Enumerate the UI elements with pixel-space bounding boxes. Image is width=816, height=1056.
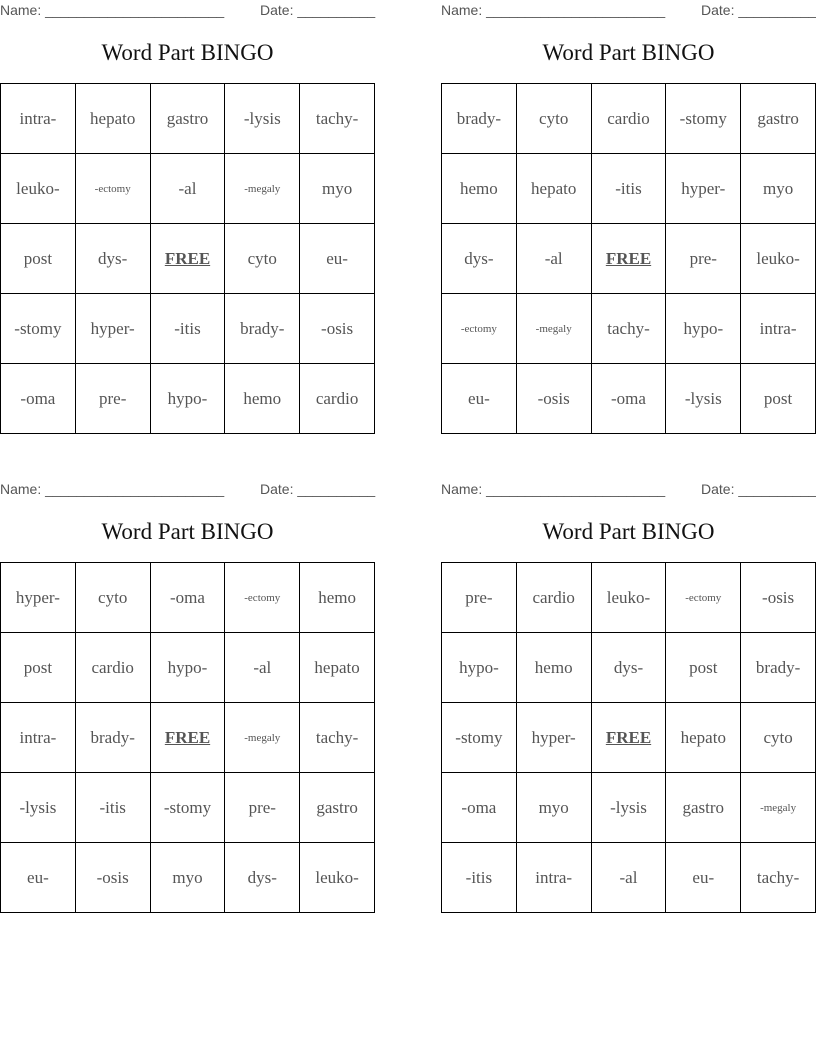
free-space-cell[interactable]: FREE xyxy=(150,224,225,294)
bingo-cell[interactable]: pre- xyxy=(442,563,517,633)
bingo-cell[interactable]: gastro xyxy=(300,773,375,843)
bingo-cell[interactable]: pre- xyxy=(666,224,741,294)
bingo-cell[interactable]: cyto xyxy=(516,84,591,154)
bingo-cell[interactable]: -itis xyxy=(75,773,150,843)
bingo-cell[interactable]: -lysis xyxy=(225,84,300,154)
bingo-cell[interactable]: tachy- xyxy=(741,843,816,913)
bingo-cell[interactable]: -itis xyxy=(442,843,517,913)
bingo-cell[interactable]: -al xyxy=(150,154,225,224)
bingo-cell[interactable]: cyto xyxy=(225,224,300,294)
bingo-cell[interactable]: intra- xyxy=(516,843,591,913)
bingo-card xyxy=(441,479,816,911)
bingo-cell[interactable]: intra- xyxy=(741,294,816,364)
bingo-cell[interactable]: post xyxy=(666,633,741,703)
bingo-cell[interactable]: eu- xyxy=(666,843,741,913)
bingo-cell[interactable]: hyper- xyxy=(516,703,591,773)
bingo-cell[interactable]: leuko- xyxy=(300,843,375,913)
bingo-cell[interactable]: brady- xyxy=(741,633,816,703)
name-field[interactable]: Name: _______________________ xyxy=(0,481,225,497)
bingo-cell[interactable]: hemo xyxy=(225,364,300,434)
bingo-cell[interactable]: gastro xyxy=(150,84,225,154)
grid-row xyxy=(1,84,375,154)
bingo-cell[interactable]: cyto xyxy=(741,703,816,773)
bingo-cell[interactable]: intra- xyxy=(1,703,76,773)
bingo-cell[interactable]: -ectomy xyxy=(666,563,741,633)
bingo-cell[interactable]: brady- xyxy=(75,703,150,773)
name-field[interactable]: Name: _______________________ xyxy=(441,481,666,497)
bingo-cell[interactable]: cardio xyxy=(300,364,375,434)
name-field[interactable]: Name: _______________________ xyxy=(0,2,225,18)
bingo-cell[interactable]: -ectomy xyxy=(75,154,150,224)
bingo-cell[interactable]: pre- xyxy=(225,773,300,843)
bingo-cell[interactable]: leuko- xyxy=(591,563,666,633)
bingo-cell[interactable]: post xyxy=(1,633,76,703)
bingo-cell[interactable]: dys- xyxy=(591,633,666,703)
grid-row xyxy=(1,563,375,633)
card-title: Word Part BINGO xyxy=(542,519,715,544)
bingo-cell[interactable]: hyper- xyxy=(1,563,76,633)
bingo-cell[interactable]: tachy- xyxy=(300,703,375,773)
bingo-cell[interactable]: hypo- xyxy=(442,633,517,703)
bingo-cell[interactable]: myo xyxy=(150,843,225,913)
grid-row xyxy=(1,633,375,703)
bingo-cell[interactable]: cyto xyxy=(75,563,150,633)
free-space-cell[interactable]: FREE xyxy=(591,703,666,773)
bingo-card xyxy=(0,0,376,432)
bingo-cell[interactable]: cardio xyxy=(75,633,150,703)
bingo-cell[interactable]: gastro xyxy=(666,773,741,843)
grid-row xyxy=(442,563,816,633)
bingo-cell[interactable]: -lysis xyxy=(666,364,741,434)
bingo-cell[interactable]: intra- xyxy=(1,84,76,154)
bingo-cell[interactable]: -al xyxy=(591,843,666,913)
bingo-cell[interactable]: -itis xyxy=(591,154,666,224)
bingo-cell[interactable]: brady- xyxy=(225,294,300,364)
bingo-cell[interactable]: hemo xyxy=(516,633,591,703)
bingo-cell[interactable]: eu- xyxy=(1,843,76,913)
bingo-cell[interactable]: tachy- xyxy=(591,294,666,364)
grid-row xyxy=(442,843,816,913)
bingo-cell[interactable]: hypo- xyxy=(150,364,225,434)
grid-row xyxy=(442,773,816,843)
bingo-cell[interactable]: -osis xyxy=(300,294,375,364)
grid-row xyxy=(1,843,375,913)
bingo-cell[interactable]: tachy- xyxy=(300,84,375,154)
bingo-cell[interactable]: myo xyxy=(300,154,375,224)
grid-row xyxy=(442,154,816,224)
grid-row xyxy=(442,364,816,434)
bingo-cell[interactable]: cardio xyxy=(516,563,591,633)
bingo-cell[interactable]: -lysis xyxy=(1,773,76,843)
bingo-cell[interactable]: hypo- xyxy=(150,633,225,703)
bingo-cell[interactable]: dys- xyxy=(225,843,300,913)
free-space-cell[interactable]: FREE xyxy=(150,703,225,773)
bingo-cell[interactable]: pre- xyxy=(75,364,150,434)
bingo-cell[interactable]: dys- xyxy=(442,224,517,294)
bingo-cell[interactable]: -osis xyxy=(741,563,816,633)
bingo-cell[interactable]: -al xyxy=(516,224,591,294)
card-title: Word Part BINGO xyxy=(542,40,715,65)
grid-row xyxy=(442,294,816,364)
bingo-cell[interactable]: -megaly xyxy=(225,703,300,773)
date-field[interactable]: Date: __________ xyxy=(260,481,376,497)
bingo-card xyxy=(0,479,376,911)
bingo-cell[interactable]: hyper- xyxy=(75,294,150,364)
grid-row xyxy=(1,224,375,294)
grid-row xyxy=(1,294,375,364)
bingo-cell[interactable]: -oma xyxy=(150,563,225,633)
bingo-cell[interactable]: -stomy xyxy=(666,84,741,154)
bingo-grid xyxy=(0,83,375,434)
bingo-cell[interactable]: -oma xyxy=(591,364,666,434)
grid-row xyxy=(442,633,816,703)
date-field[interactable]: Date: __________ xyxy=(701,2,816,18)
bingo-cell[interactable]: cardio xyxy=(591,84,666,154)
bingo-cell[interactable]: -lysis xyxy=(591,773,666,843)
bingo-cell[interactable]: -stomy xyxy=(1,294,76,364)
bingo-cell[interactable]: -stomy xyxy=(150,773,225,843)
bingo-cell[interactable]: hepato xyxy=(75,84,150,154)
bingo-cell[interactable]: -stomy xyxy=(442,703,517,773)
bingo-cell[interactable]: post xyxy=(1,224,76,294)
grid-row xyxy=(1,703,375,773)
bingo-cell[interactable]: myo xyxy=(516,773,591,843)
bingo-cell[interactable]: hepato xyxy=(516,154,591,224)
bingo-cell[interactable]: -megaly xyxy=(225,154,300,224)
bingo-grid xyxy=(441,83,816,434)
bingo-cell[interactable]: -itis xyxy=(150,294,225,364)
bingo-cell[interactable]: -ectomy xyxy=(225,563,300,633)
bingo-cell[interactable]: hepato xyxy=(666,703,741,773)
bingo-cell[interactable]: -megaly xyxy=(741,773,816,843)
date-field[interactable]: Date: __________ xyxy=(701,481,816,497)
name-field[interactable]: Name: _______________________ xyxy=(441,2,666,18)
grid-row xyxy=(442,224,816,294)
bingo-cell[interactable]: -osis xyxy=(75,843,150,913)
bingo-cell[interactable]: gastro xyxy=(741,84,816,154)
bingo-cell[interactable]: eu- xyxy=(442,364,517,434)
bingo-cell[interactable]: -megaly xyxy=(516,294,591,364)
grid-row xyxy=(1,364,375,434)
bingo-cell[interactable]: dys- xyxy=(75,224,150,294)
bingo-cell[interactable]: hypo- xyxy=(666,294,741,364)
bingo-grid xyxy=(0,562,375,913)
bingo-grid xyxy=(441,562,816,913)
bingo-cell[interactable]: -oma xyxy=(442,773,517,843)
bingo-cell[interactable]: leuko- xyxy=(741,224,816,294)
bingo-cell[interactable]: hemo xyxy=(300,563,375,633)
bingo-cell[interactable]: hepato xyxy=(300,633,375,703)
bingo-card xyxy=(441,0,816,432)
grid-row xyxy=(1,154,375,224)
bingo-cell[interactable]: -osis xyxy=(516,364,591,434)
bingo-cell[interactable]: myo xyxy=(741,154,816,224)
bingo-cell[interactable]: -al xyxy=(225,633,300,703)
bingo-cell[interactable]: hemo xyxy=(442,154,517,224)
grid-row xyxy=(442,703,816,773)
bingo-cell[interactable]: -oma xyxy=(1,364,76,434)
grid-row xyxy=(442,84,816,154)
grid-row xyxy=(1,773,375,843)
date-field[interactable]: Date: __________ xyxy=(260,2,376,18)
bingo-cell[interactable]: leuko- xyxy=(1,154,76,224)
card-title: Word Part BINGO xyxy=(101,40,274,65)
card-title: Word Part BINGO xyxy=(101,519,274,544)
bingo-cell[interactable]: eu- xyxy=(300,224,375,294)
bingo-cell[interactable]: hyper- xyxy=(666,154,741,224)
bingo-cell[interactable]: post xyxy=(741,364,816,434)
free-space-cell[interactable]: FREE xyxy=(591,224,666,294)
bingo-cell[interactable]: -ectomy xyxy=(442,294,517,364)
bingo-cell[interactable]: brady- xyxy=(442,84,517,154)
